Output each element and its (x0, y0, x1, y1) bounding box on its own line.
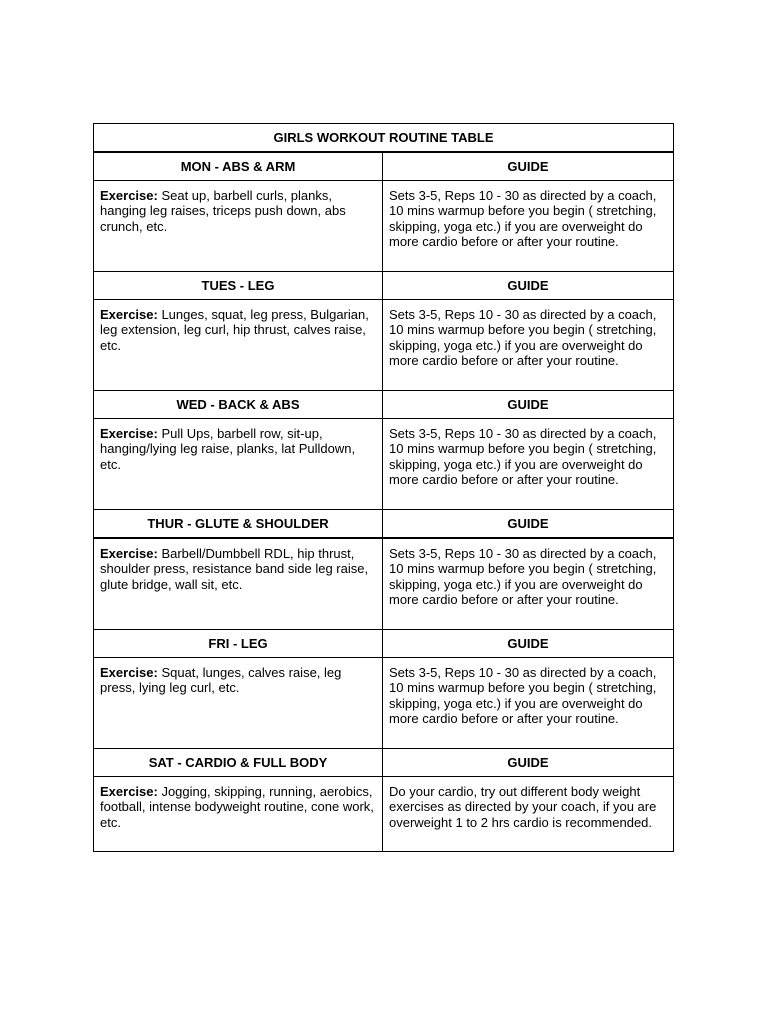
day-detail-row (94, 181, 674, 272)
guide-text: Sets 3-5, Reps 10 - 30 as directed by a coach, 10 mins warmup before you begin ( stretching, skipping, yoga etc.) if you are overweight do more cardio before or after your routine. (383, 538, 674, 630)
exercise-text: Seat up, barbell curls, planks, hanging leg raises, triceps push down, abs crunch, etc. (100, 188, 346, 234)
exercise-text: Barbell/Dumbbell RDL, hip thrust, shoulder press, resistance band side leg raise, glute bridge, wall sit, etc. (100, 546, 369, 592)
exercise-text: Squat, lunges, calves raise, leg press, lying leg curl, etc. (100, 665, 342, 696)
exercise-cell (94, 777, 383, 852)
exercise-text: Jogging, skipping, running, aerobics, football, intense bodyweight routine, cone work, etc. (100, 784, 374, 830)
exercise-cell (94, 538, 383, 630)
exercise-cell (94, 658, 383, 749)
day-detail-row (94, 538, 674, 630)
guide-heading: GUIDE (383, 630, 674, 658)
exercise-text: Lunges, squat, leg press, Bulgarian, leg extension, leg curl, hip thrust, calves raise, etc. (100, 307, 369, 353)
exercise-label: Exercise: (100, 546, 158, 561)
guide-text: Sets 3-5, Reps 10 - 30 as directed by a coach, 10 mins warmup before you begin ( stretching, skipping, yoga etc.) if you are overweight do more cardio before or after your routine. (383, 658, 674, 749)
table-title-row (94, 124, 674, 153)
guide-text: Do your cardio, try out different body weight exercises as directed by your coach, if you are overweight 1 to 2 hrs cardio is recommended. (383, 777, 674, 852)
guide-heading: GUIDE (383, 272, 674, 300)
day-detail-row (94, 777, 674, 852)
day-header-row (94, 391, 674, 419)
exercise-label: Exercise: (100, 188, 158, 203)
day-detail-row (94, 658, 674, 749)
exercise-cell (94, 181, 383, 272)
day-header-row (94, 749, 674, 777)
day-heading: MON - ABS & ARM (94, 152, 383, 181)
day-heading: TUES - LEG (94, 272, 383, 300)
day-detail-row (94, 300, 674, 391)
guide-text: Sets 3-5, Reps 10 - 30 as directed by a coach, 10 mins warmup before you begin ( stretching, skipping, yoga etc.) if you are overweight do more cardio before or after your routine. (383, 419, 674, 510)
day-detail-row (94, 419, 674, 510)
table-title: GIRLS WORKOUT ROUTINE TABLE (94, 124, 674, 153)
day-heading: WED - BACK & ABS (94, 391, 383, 419)
exercise-cell (94, 419, 383, 510)
guide-text: Sets 3-5, Reps 10 - 30 as directed by a coach, 10 mins warmup before you begin ( stretching, skipping, yoga etc.) if you are overweight do more cardio before or after your routine. (383, 300, 674, 391)
exercise-label: Exercise: (100, 665, 158, 680)
exercise-label: Exercise: (100, 307, 158, 322)
day-heading: FRI - LEG (94, 630, 383, 658)
guide-text: Sets 3-5, Reps 10 - 30 as directed by a coach, 10 mins warmup before you begin ( stretching, skipping, yoga etc.) if you are overweight do more cardio before or after your routine. (383, 181, 674, 272)
guide-heading: GUIDE (383, 510, 674, 539)
exercise-cell (94, 300, 383, 391)
exercise-label: Exercise: (100, 784, 158, 799)
day-header-row (94, 272, 674, 300)
guide-heading: GUIDE (383, 749, 674, 777)
guide-heading: GUIDE (383, 391, 674, 419)
exercise-text: Pull Ups, barbell row, sit-up, hanging/lying leg raise, planks, lat Pulldown, etc. (100, 426, 356, 472)
day-heading: THUR - GLUTE & SHOULDER (94, 510, 383, 539)
day-header-row (94, 630, 674, 658)
workout-routine-table (93, 123, 674, 852)
guide-heading: GUIDE (383, 152, 674, 181)
day-header-row (94, 510, 674, 539)
day-header-row (94, 152, 674, 181)
exercise-label: Exercise: (100, 426, 158, 441)
day-heading: SAT - CARDIO & FULL BODY (94, 749, 383, 777)
